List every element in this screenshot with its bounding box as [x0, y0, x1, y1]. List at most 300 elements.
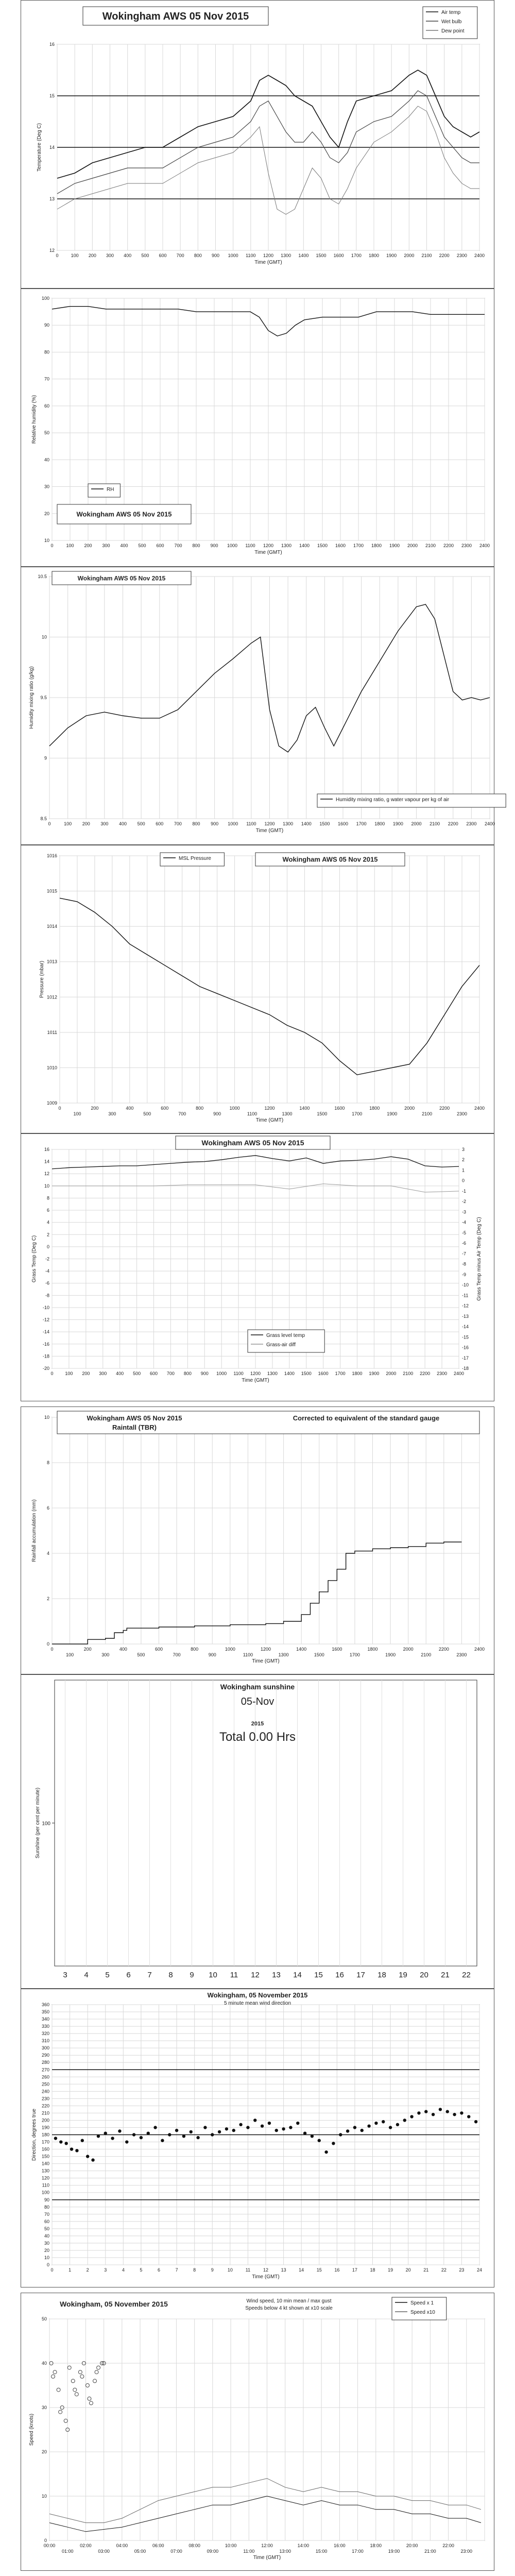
dir-y-tick-label: 170 [41, 2139, 49, 2145]
dir-x-tick-label: 21 [423, 2267, 429, 2273]
wind-y-axis-label: Speed (knots) [29, 2413, 35, 2446]
grass-y2-tick-label: 2 [462, 1157, 465, 1163]
humidity-chart-panel [21, 289, 494, 567]
pressure-chart-panel [21, 845, 494, 1133]
wind-speed-note: Speeds below 4 kt shown at x10 scale [245, 2306, 333, 2311]
pressure-y-axis-label: Pressure (mbar) [39, 960, 45, 998]
dir-point [410, 2115, 413, 2118]
grass-x-tick-label: 1500 [301, 1371, 312, 1376]
dir-x-tick-label: 1 [68, 2267, 72, 2273]
rain-x-tick-label: 1800 [367, 1647, 378, 1652]
dir-point [246, 2126, 249, 2129]
temp-x-tick-label: 1500 [316, 253, 327, 258]
pressure-x-tick-label: 700 [178, 1111, 186, 1116]
wind-y-tick-label: 50 [41, 2316, 47, 2321]
hmr-x-tick-label: 2400 [484, 821, 495, 826]
dir-x-tick-label: 7 [175, 2267, 178, 2273]
rain-x-tick-label: 1500 [314, 1652, 324, 1657]
dir-y-tick-label: 360 [41, 2002, 49, 2007]
rain-x-tick-label: 900 [208, 1652, 216, 1657]
rain-x-tick-label: 700 [173, 1652, 181, 1657]
dir-point [396, 2123, 399, 2126]
rh-x-tick-label: 500 [138, 543, 146, 548]
dir-x-axis-label: Time (GMT) [252, 2274, 280, 2280]
dir-y-tick-label: 320 [41, 2031, 49, 2037]
temp-y-tick-label: 15 [49, 93, 55, 98]
wind-x-tick-label: 05:00 [134, 2549, 146, 2554]
wind-x-tick-label: 09:00 [207, 2549, 219, 2554]
hmr-x-tick-label: 2200 [448, 821, 458, 826]
hmr-x-tick-label: 1400 [301, 821, 312, 826]
dir-point [161, 2139, 164, 2142]
grass-x-tick-label: 1300 [267, 1371, 278, 1376]
dir-point [232, 2129, 235, 2132]
grass-temp-chart [21, 1134, 494, 1401]
dir-point [417, 2111, 420, 2114]
wind-x-tick-label: 11:00 [243, 2549, 255, 2554]
rh-x-tick-label: 1400 [299, 543, 310, 548]
temp-y-tick-label: 13 [49, 196, 55, 201]
grass-y-tick-label: -8 [45, 1293, 49, 1298]
dir-x-tick-label: 15 [316, 2267, 322, 2273]
dir-point [211, 2133, 214, 2136]
rainfall-title: Wokingham AWS 05 Nov 2015 [87, 1414, 182, 1422]
pressure-plot [39, 853, 485, 1123]
hmr-x-tick-label: 100 [64, 821, 72, 826]
sunshine-x-tick-label: 8 [168, 1971, 173, 1979]
grass-y-tick-label: -2 [45, 1256, 49, 1262]
dir-point [275, 2129, 278, 2132]
grass-y-tick-label: 2 [46, 1232, 49, 1238]
grass-x-tick-label: 2200 [420, 1371, 431, 1376]
dir-y-tick-label: 100 [41, 2190, 49, 2195]
grass-x-tick-label: 1400 [284, 1371, 295, 1376]
wind-x-tick-label: 06:00 [152, 2543, 164, 2548]
temp-x-tick-label: 600 [159, 253, 167, 258]
dir-y-tick-label: 330 [41, 2024, 49, 2029]
rh-x-tick-label: 2400 [479, 543, 490, 548]
dir-point [104, 2131, 107, 2134]
sunshine-x-tick-label: 16 [335, 1971, 344, 1979]
wind-x-tick-label: 22:00 [442, 2543, 454, 2548]
wind-x-tick-label: 08:00 [188, 2543, 200, 2548]
dir-x-tick-label: 0 [50, 2267, 54, 2273]
dir-x-tick-label: 3 [104, 2267, 107, 2273]
dir-point [339, 2133, 342, 2136]
dir-y-tick-label: 120 [41, 2175, 49, 2181]
dir-point [75, 2149, 78, 2152]
dir-y-tick-label: 70 [44, 2211, 49, 2217]
dir-plot [31, 2002, 482, 2280]
pressure-x-tick-label: 1600 [334, 1106, 345, 1111]
dir-point [70, 2147, 73, 2150]
dir-point [175, 2129, 178, 2132]
grass-y2-tick-label: -17 [462, 1355, 469, 1361]
rain-x-tick-label: 1200 [260, 1647, 271, 1652]
dir-y-tick-label: 150 [41, 2154, 49, 2159]
humidity-legend-box [88, 484, 120, 497]
dir-point [253, 2119, 256, 2122]
hmr-x-tick-label: 1300 [283, 821, 294, 826]
pressure-x-tick-label: 2000 [404, 1106, 415, 1111]
wind-plot [29, 2316, 485, 2561]
wind-x-tick-label: 00:00 [43, 2543, 56, 2548]
grass-y-tick-label: 6 [46, 1208, 49, 1213]
dir-point [474, 2120, 477, 2123]
rain-x-tick-label: 1300 [278, 1652, 289, 1657]
rainfall-chart-panel [21, 1406, 494, 1674]
rh-x-tick-label: 700 [174, 543, 182, 548]
pressure-y-tick-label: 1010 [46, 1065, 57, 1071]
pressure-y-tick-label: 1009 [46, 1100, 57, 1106]
grass-legend-entry: Grass-air diff [266, 1342, 296, 1348]
dir-y-tick-label: 190 [41, 2125, 49, 2130]
rain-x-tick-label: 2000 [403, 1647, 414, 1652]
wind-direction-chart [21, 1989, 494, 2287]
pressure-x-tick-label: 2400 [474, 1106, 485, 1111]
hmr-y-axis-label: Humidity mixing ratio (g/kg) [29, 666, 35, 729]
grass-y2-tick-label: -7 [462, 1251, 467, 1257]
grass-y2-tick-label: -2 [462, 1199, 467, 1205]
wind-speed-legend-entry: Speed x 1 [410, 2300, 434, 2306]
hmr-x-tick-label: 1900 [392, 821, 403, 826]
dir-y-tick-label: 340 [41, 2016, 49, 2022]
sunshine-x-tick-label: 15 [314, 1971, 323, 1979]
grass-y2-tick-label: -4 [462, 1219, 467, 1225]
wind-x-tick-label: 17:00 [352, 2549, 364, 2554]
sunshine-x-tick-label: 7 [147, 1971, 152, 1979]
wind-y-tick-label: 40 [41, 2361, 47, 2366]
grass-y-tick-label: 16 [44, 1147, 49, 1152]
dir-x-tick-label: 24 [476, 2267, 483, 2273]
wind-direction-subtitle: 5 minute mean wind direction [224, 2001, 291, 2006]
wind-x-tick-label: 15:00 [315, 2549, 328, 2554]
rain-x-axis-label: Time (GMT) [252, 1658, 280, 1664]
sunshine-x-tick-label: 13 [272, 1971, 281, 1979]
pressure-x-tick-label: 800 [196, 1106, 204, 1111]
rh-x-tick-label: 400 [120, 543, 128, 548]
rh-x-tick-label: 0 [50, 543, 54, 548]
sunshine-x-tick-label: 5 [105, 1971, 110, 1979]
grass-y-tick-label: 8 [46, 1195, 49, 1201]
rh-x-axis-label: Time (GMT) [254, 550, 282, 555]
pressure-x-tick-label: 500 [143, 1111, 151, 1116]
temp-x-tick-label: 2200 [439, 253, 450, 258]
pressure-x-tick-label: 1400 [299, 1106, 310, 1111]
dir-point [86, 2155, 89, 2158]
rain-x-tick-label: 500 [137, 1652, 145, 1657]
pressure-x-tick-label: 0 [58, 1106, 61, 1111]
sunshine-x-tick-label: 17 [356, 1971, 365, 1979]
grass-x-tick-label: 1900 [369, 1371, 380, 1376]
dir-point [182, 2134, 185, 2138]
sunshine-x-tick-label: 6 [126, 1971, 131, 1979]
dir-point [64, 2142, 67, 2145]
dir-y-tick-label: 30 [44, 2240, 49, 2246]
temperature-chart-panel [21, 0, 494, 289]
rh-y-tick-label: 70 [44, 376, 49, 382]
dir-point [225, 2127, 228, 2130]
grass-x-tick-label: 1800 [352, 1371, 363, 1376]
dir-point [261, 2124, 264, 2127]
sunshine-chart-panel [21, 1674, 494, 1989]
pressure-chart [21, 845, 494, 1133]
wind-x-tick-label: 20:00 [406, 2543, 418, 2548]
dir-y-axis-label: Direction, degrees true [31, 2108, 37, 2161]
wind-x-tick-label: 12:00 [261, 2543, 273, 2548]
temperature-legend-entry: Dew point [441, 28, 465, 34]
hmr-x-tick-label: 1200 [264, 821, 275, 826]
dir-point [118, 2129, 121, 2132]
rh-x-tick-label: 200 [84, 543, 92, 548]
dir-x-tick-label: 22 [441, 2267, 447, 2273]
dir-y-tick-label: 280 [41, 2060, 49, 2065]
pressure-x-tick-label: 1900 [387, 1111, 398, 1116]
dir-point [190, 2130, 193, 2133]
dir-y-tick-label: 0 [46, 2262, 49, 2267]
rh-y-tick-label: 50 [44, 430, 49, 436]
rh-x-tick-label: 900 [210, 543, 218, 548]
grass-y2-tick-label: -6 [462, 1241, 467, 1246]
grass-x-tick-label: 300 [99, 1371, 107, 1376]
sunshine-x-tick-label: 4 [84, 1971, 89, 1979]
grass-y-axis-label: Grass Temp (Deg C) [31, 1235, 37, 1283]
rh-y-tick-label: 10 [44, 538, 49, 543]
grass-y2-tick-label: -10 [462, 1282, 469, 1288]
hmr-y-tick-label: 8.5 [40, 816, 47, 821]
rain-x-tick-label: 800 [191, 1647, 199, 1652]
dir-point [196, 2136, 199, 2139]
grass-y-tick-label: 10 [44, 1183, 49, 1189]
wind-x-tick-label: 04:00 [116, 2543, 128, 2548]
rh-x-tick-label: 2300 [461, 543, 472, 548]
rh-x-tick-label: 1200 [263, 543, 274, 548]
dir-x-tick-label: 4 [122, 2267, 125, 2273]
dir-point [239, 2123, 242, 2126]
hmr-x-tick-label: 1800 [374, 821, 385, 826]
dir-point [346, 2129, 349, 2132]
grass-y2-tick-label: -13 [462, 1313, 469, 1319]
rain-x-tick-label: 1000 [225, 1647, 235, 1652]
rh-x-tick-label: 1700 [353, 543, 364, 548]
wind-speed-legend-entry: Speed x10 [410, 2310, 435, 2315]
dir-point [203, 2126, 207, 2129]
wind-x-tick-label: 14:00 [297, 2543, 310, 2548]
grass-y2-tick-label: 3 [462, 1147, 465, 1152]
grass-y-tick-label: -20 [42, 1366, 49, 1371]
sunshine-x-tick-label: 20 [420, 1971, 428, 1979]
wind-x-tick-label: 07:00 [170, 2549, 182, 2554]
dir-point [374, 2122, 377, 2125]
sunshine-x-tick-label: 21 [441, 1971, 450, 1979]
grass-x-tick-label: 900 [200, 1371, 209, 1376]
temp-x-tick-label: 2300 [456, 253, 467, 258]
dir-point [282, 2127, 285, 2130]
dir-point [147, 2131, 150, 2134]
dir-point [318, 2139, 321, 2142]
dir-x-tick-label: 8 [193, 2267, 196, 2273]
dir-y-tick-label: 220 [41, 2103, 49, 2109]
dir-y-tick-label: 210 [41, 2110, 49, 2116]
wind-x-tick-label: 13:00 [279, 2549, 291, 2554]
dir-point [353, 2126, 356, 2129]
dir-y-tick-label: 270 [41, 2067, 49, 2073]
pressure-x-tick-label: 1800 [369, 1106, 380, 1111]
temperature-chart [21, 1, 494, 288]
rain-x-tick-label: 1600 [332, 1647, 342, 1652]
dir-x-tick-label: 16 [334, 2267, 340, 2273]
rh-y-tick-label: 90 [44, 323, 49, 328]
dir-point [54, 2137, 57, 2140]
temp-x-tick-label: 1100 [246, 253, 256, 258]
dir-y-tick-label: 310 [41, 2038, 49, 2044]
dir-x-tick-label: 12 [263, 2267, 269, 2273]
sunshine-x-tick-label: 3 [63, 1971, 67, 1979]
grass-y-tick-label: 14 [44, 1159, 49, 1164]
dir-y-tick-label: 230 [41, 2096, 49, 2102]
rh-x-tick-label: 1500 [317, 543, 328, 548]
dir-point [467, 2115, 470, 2118]
pressure-x-tick-label: 2200 [439, 1106, 450, 1111]
grass-x-tick-label: 1100 [233, 1371, 244, 1376]
dir-point [153, 2126, 157, 2129]
dir-y-tick-label: 80 [44, 2204, 49, 2210]
temp-x-tick-label: 2000 [404, 253, 415, 258]
temp-x-tick-label: 1000 [228, 253, 238, 258]
rain-y-tick-label: 0 [46, 1641, 49, 1647]
rh-y-tick-label: 20 [44, 511, 49, 516]
wind-x-tick-label: 01:00 [61, 2549, 74, 2554]
wind-x-tick-label: 21:00 [424, 2549, 436, 2554]
rh-x-tick-label: 1000 [227, 543, 238, 548]
wind-y-tick-label: 0 [44, 2538, 47, 2543]
dir-y-tick-label: 40 [44, 2233, 49, 2239]
rh-x-tick-label: 2100 [425, 543, 436, 548]
sunshine-plot-frame [55, 1680, 477, 1966]
grass-x-tick-label: 2400 [453, 1371, 465, 1376]
rain-x-tick-label: 0 [50, 1647, 54, 1652]
hmr-x-axis-label: Time (GMT) [255, 828, 284, 834]
hmr-x-tick-label: 600 [156, 821, 164, 826]
temp-x-tick-label: 1400 [298, 253, 309, 258]
temp-x-tick-label: 2100 [421, 253, 432, 258]
hmr-x-tick-label: 1700 [356, 821, 367, 826]
temp-plot [37, 42, 485, 265]
hmr-y-tick-label: 10 [41, 634, 47, 640]
dir-point [303, 2131, 306, 2134]
grass-x-tick-label: 1000 [216, 1371, 227, 1376]
hmr-x-tick-label: 1000 [228, 821, 238, 826]
grass-temp-chart-panel [21, 1133, 494, 1401]
grass-x-tick-label: 500 [133, 1371, 141, 1376]
sunshine-total: Total 0.00 Hrs [219, 1730, 296, 1744]
dir-y-tick-label: 60 [44, 2218, 49, 2224]
sunshine-year: 2015 [251, 1721, 264, 1727]
pressure-x-tick-label: 200 [91, 1106, 99, 1111]
rh-x-tick-label: 800 [192, 543, 200, 548]
grass-y-tick-label: -14 [42, 1329, 49, 1335]
rainfall-chart [21, 1407, 494, 1674]
hmr-x-tick-label: 200 [82, 821, 90, 826]
mixing-ratio-chart-panel [21, 567, 494, 845]
dir-y-tick-label: 260 [41, 2074, 49, 2080]
grass-y2-tick-label: -1 [462, 1188, 467, 1194]
rain-y-tick-label: 6 [46, 1505, 49, 1511]
rain-x-tick-label: 1100 [243, 1652, 253, 1657]
wind-x-tick-label: 10:00 [225, 2543, 237, 2548]
grass-y2-tick-label: -11 [462, 1293, 469, 1298]
grass-x-tick-label: 1700 [335, 1371, 346, 1376]
grass-y-tick-label: -6 [45, 1280, 49, 1286]
dir-y-tick-label: 240 [41, 2089, 49, 2094]
rain-x-tick-label: 1700 [349, 1652, 360, 1657]
temp-x-tick-label: 100 [71, 253, 79, 258]
rain-y-axis-label: Rainfall accumulation (mm) [31, 1499, 37, 1562]
rh-y-axis-label: Relative humidity (%) [31, 395, 37, 444]
dir-point [324, 2150, 328, 2154]
pressure-y-tick-label: 1012 [46, 994, 57, 1000]
grass-y2-tick-label: 0 [462, 1178, 465, 1183]
rain-x-tick-label: 300 [101, 1652, 110, 1657]
hmr-x-tick-label: 700 [174, 821, 182, 826]
grass-y2-tick-label: -14 [462, 1324, 469, 1330]
grass-y-tick-label: 4 [46, 1219, 49, 1225]
grass-y-tick-label: 0 [46, 1244, 49, 1249]
dir-x-tick-label: 2 [86, 2267, 89, 2273]
sunshine-x-tick-label: 19 [399, 1971, 407, 1979]
hmr-x-tick-label: 300 [100, 821, 109, 826]
sunshine-x-tick-label: 11 [230, 1971, 238, 1979]
rh-x-tick-label: 1800 [371, 543, 382, 548]
temp-x-tick-label: 1700 [351, 253, 362, 258]
sunshine-x-tick-label: 12 [251, 1971, 260, 1979]
hmr-x-tick-label: 2000 [411, 821, 422, 826]
grass-x-tick-label: 2300 [437, 1371, 448, 1376]
dir-x-tick-label: 20 [405, 2267, 411, 2273]
dir-point [432, 2113, 435, 2116]
rh-x-tick-label: 1900 [389, 543, 400, 548]
pressure-x-tick-label: 400 [126, 1106, 134, 1111]
wind-x-tick-label: 19:00 [388, 2549, 400, 2554]
temp-x-tick-label: 0 [56, 253, 59, 258]
humidity-legend-entry: RH [107, 487, 114, 493]
grass-y2-tick-label: -12 [462, 1303, 469, 1309]
dir-y-tick-label: 250 [41, 2081, 49, 2087]
dir-x-tick-label: 11 [245, 2267, 251, 2273]
wind-y-tick-label: 10 [41, 2494, 47, 2499]
grass-title: Wokingham AWS 05 Nov 2015 [201, 1139, 304, 1147]
rh-x-tick-label: 1100 [245, 543, 255, 548]
pressure-x-tick-label: 100 [73, 1111, 81, 1116]
grass-x-tick-label: 100 [65, 1371, 73, 1376]
temp-y-tick-label: 12 [49, 248, 55, 253]
wind-x-tick-label: 03:00 [98, 2549, 110, 2554]
pressure-x-tick-label: 2300 [457, 1111, 468, 1116]
hmr-x-tick-label: 1600 [337, 821, 349, 826]
sunshine-x-tick-label: 9 [190, 1971, 194, 1979]
temp-x-tick-label: 700 [176, 253, 184, 258]
dir-x-tick-label: 19 [388, 2267, 393, 2273]
rainfall-note: Corrected to equivalent of the standard gauge [293, 1414, 440, 1422]
dir-y-tick-label: 290 [41, 2053, 49, 2058]
grass-y2-axis-label: Grass Temp minus Air Temp (Deg C) [476, 1217, 482, 1301]
dir-y-tick-label: 140 [41, 2161, 49, 2166]
grass-y2-tick-label: -3 [462, 1209, 467, 1215]
wind-x-tick-label: 16:00 [334, 2543, 346, 2548]
hmr-y-tick-label: 9 [44, 755, 47, 761]
dir-y-tick-label: 20 [44, 2247, 49, 2253]
sunshine-date: 05-Nov [241, 1696, 274, 1707]
